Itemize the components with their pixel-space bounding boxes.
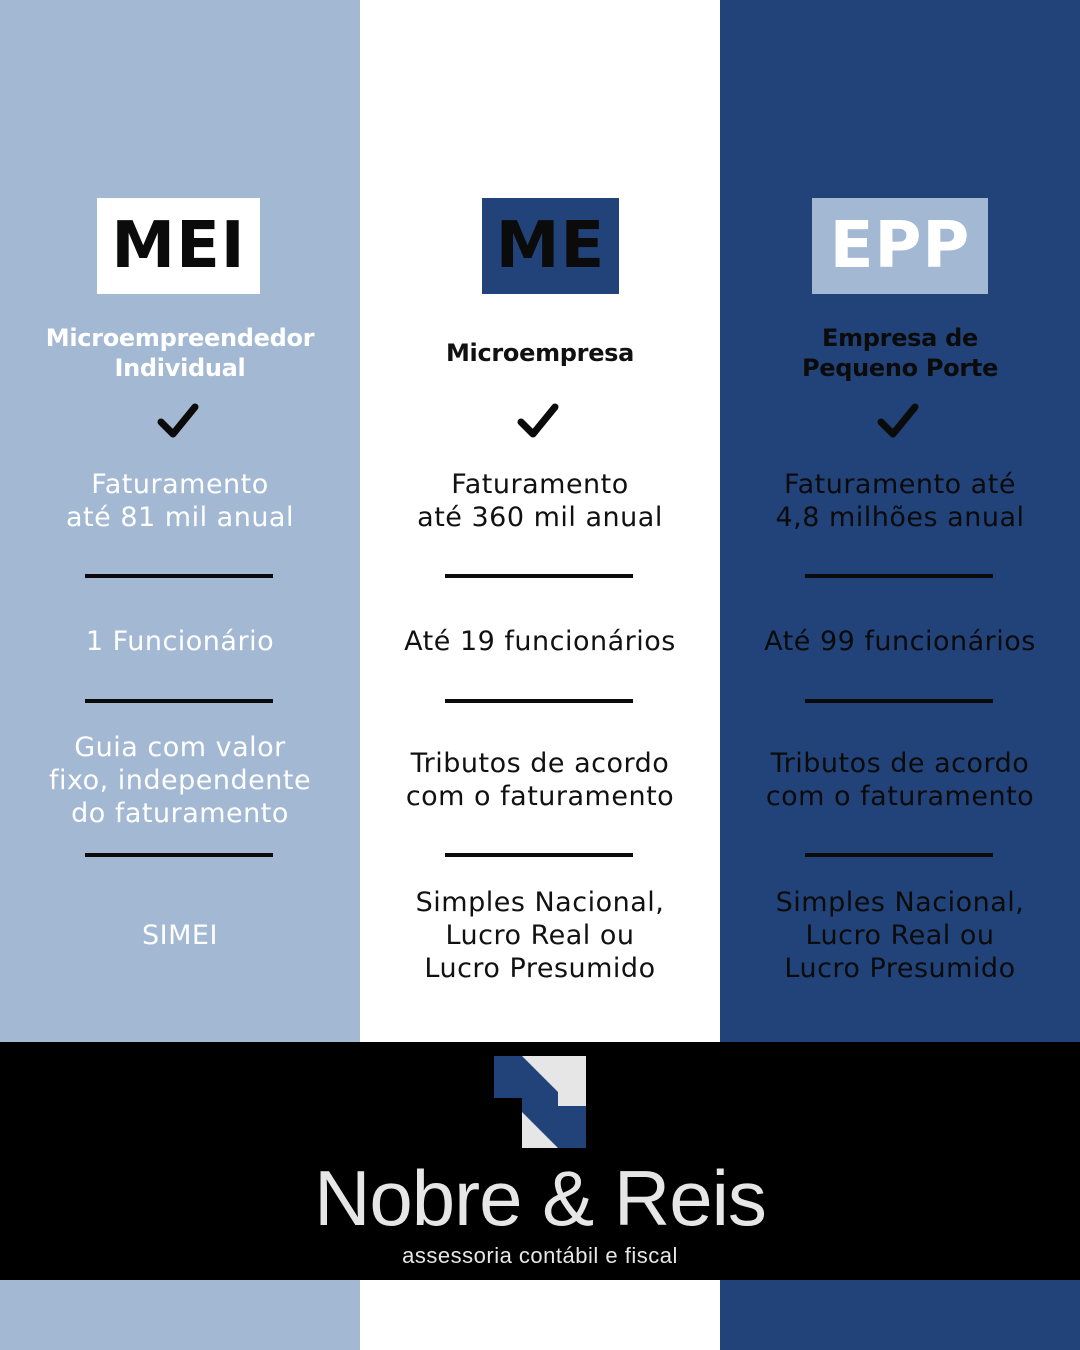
taxes-line: do faturamento: [71, 797, 289, 829]
subtitle-line: Pequeno Porte: [801, 354, 999, 382]
regime-line: Lucro Presumido: [424, 952, 656, 984]
taxes-mei: [8, 730, 352, 830]
brand-name: Nobre & Reis: [314, 1154, 766, 1242]
badge-epp: EPP: [812, 198, 988, 294]
regime-me: [368, 880, 712, 990]
regime-line: Lucro Real ou: [805, 919, 995, 951]
badge-me: ME: [482, 198, 619, 294]
check-icon: [875, 398, 921, 444]
regime-line: Lucro Presumido: [784, 952, 1016, 984]
revenue-mei: [8, 466, 352, 536]
revenue-me: [368, 466, 712, 536]
subtitle-line: Empresa de: [821, 324, 978, 352]
regime-line: Simples Nacional,: [775, 886, 1025, 918]
check-icon: [515, 398, 561, 444]
revenue-line: Faturamento: [91, 469, 269, 500]
divider: [445, 853, 633, 857]
divider: [85, 699, 273, 703]
subtitle-line: Microempresa: [445, 339, 635, 367]
subtitle-line: Individual: [114, 354, 246, 382]
regime-mei: [8, 880, 352, 990]
divider: [805, 699, 993, 703]
subtitle-line: Microempreendedor: [45, 324, 315, 352]
revenue-line: Faturamento até: [784, 469, 1016, 500]
divider: [85, 853, 273, 857]
revenue-line: 4,8 milhões anual: [775, 502, 1025, 533]
regime-line: Lucro Real ou: [445, 919, 635, 951]
taxes-line: fixo, independente: [48, 764, 312, 796]
brand-footer: [0, 1042, 1080, 1280]
employees-epp: Até 99 funcionários: [764, 625, 1036, 657]
divider: [445, 699, 633, 703]
taxes-line: com o faturamento: [765, 781, 1035, 812]
employees-me: Até 19 funcionários: [404, 625, 676, 657]
taxes-line: com o faturamento: [405, 781, 675, 812]
taxes-line: Tributos de acordo: [410, 748, 670, 779]
divider: [805, 853, 993, 857]
taxes-line: Guia com valor: [74, 731, 286, 763]
check-icon: [155, 398, 201, 444]
regime-line: SIMEI: [142, 919, 218, 951]
brand-tagline: assessoria contábil e fiscal: [402, 1243, 678, 1268]
revenue-line: Faturamento: [451, 469, 629, 500]
badge-mei: MEI: [97, 198, 260, 294]
taxes-epp: [728, 730, 1072, 830]
revenue-line: até 81 mil anual: [66, 502, 294, 533]
revenue-line: até 360 mil anual: [417, 502, 663, 533]
taxes-me: [368, 730, 712, 830]
subtitle-mei: [10, 322, 350, 384]
divider: [445, 574, 633, 578]
divider: [805, 574, 993, 578]
subtitle-epp: [730, 322, 1070, 384]
regime-epp: [728, 880, 1072, 990]
subtitle-me: [370, 322, 710, 384]
nobre-reis-logo-icon: [494, 1056, 586, 1148]
regime-line: Simples Nacional,: [415, 886, 665, 918]
revenue-epp: [728, 466, 1072, 536]
divider: [85, 574, 273, 578]
employees-mei: 1 Funcionário: [85, 625, 275, 657]
taxes-line: Tributos de acordo: [770, 748, 1030, 779]
